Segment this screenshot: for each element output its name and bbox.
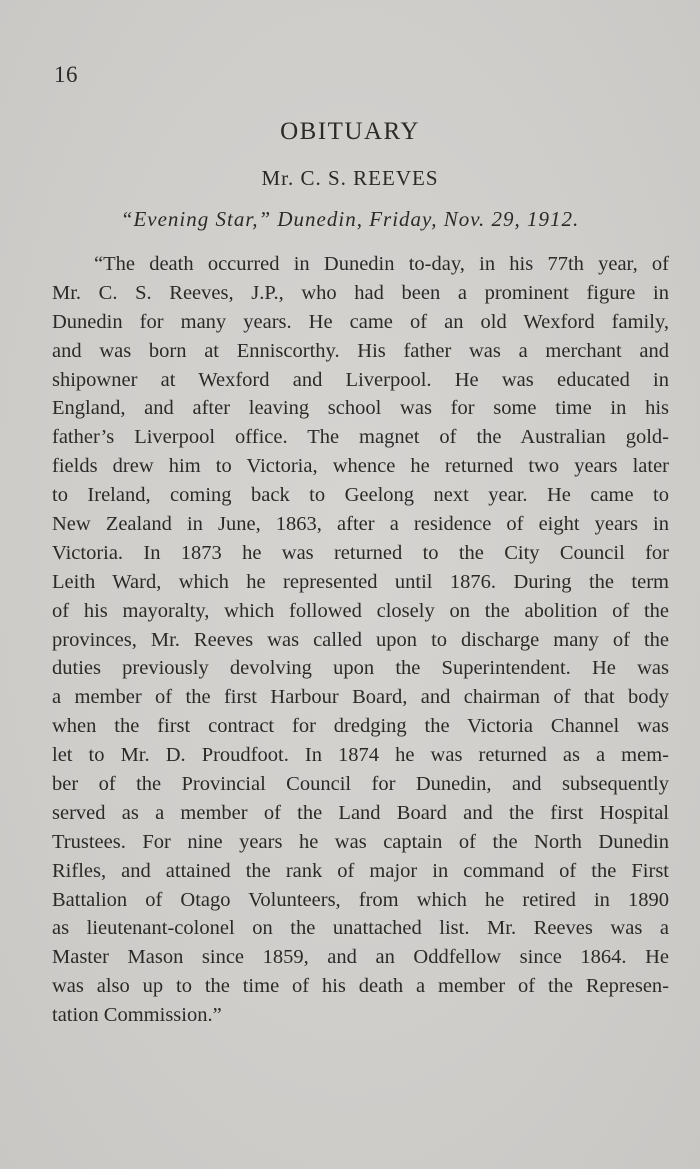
body-line: Dunedin for many years. He came of an old Wexford family,: [52, 310, 669, 333]
body-line: England, and after leaving school was for some time in his: [52, 397, 669, 420]
body-line: provinces, Mr. Reeves was called upon to discharge many of the: [52, 628, 669, 651]
body-line: and was born at Enniscorthy. His father was a merchant and: [52, 339, 669, 362]
body-line: Rifles, and attained the rank of major in command of the First: [52, 859, 669, 882]
body-line: to Ireland, coming back to Geelong next year. He came to: [52, 484, 669, 507]
body-line: Leith Ward, which he represented until 1876. During the term: [52, 570, 669, 593]
body-line: let to Mr. D. Proudfoot. In 1874 he was returned as a mem-: [52, 744, 669, 767]
body-line: of his mayoralty, which followed closely on the abolition of the: [52, 599, 669, 622]
body-line: a member of the first Harbour Board, and chairman of that body: [52, 686, 669, 709]
body-line: shipowner at Wexford and Liverpool. He was educated in: [52, 368, 669, 391]
body-line: Master Mason since 1859, and an Oddfellow since 1864. He: [52, 946, 669, 969]
body-line: was also up to the time of his death a member of the Represen-: [52, 975, 669, 998]
body-line: father’s Liverpool office. The magnet of the Australian gold-: [52, 426, 669, 449]
page-number: 16: [54, 62, 78, 87]
body-line: served as a member of the Land Board and the first Hospital: [52, 801, 669, 824]
body-line: duties previously devolving upon the Superintendent. He was: [52, 657, 669, 680]
newspaper-source: “Evening Star,” Dunedin, Friday, Nov. 29, 1912.: [120, 207, 580, 231]
body-line: “The death occurred in Dunedin to-day, in his 77th year, of: [94, 253, 669, 275]
body-line: Mr. C. S. Reeves, J.P., who had been a prominent figure in: [52, 281, 669, 304]
body-line: tation Commission.”: [52, 1004, 222, 1027]
body-line: as lieutenant-colonel on the unattached list. Mr. Reeves was a: [52, 917, 669, 940]
body-line: Battalion of Otago Volunteers, from which he retired in 1890: [52, 888, 669, 911]
body-line: New Zealand in June, 1863, after a residence of eight years in: [52, 513, 669, 536]
body-line: ber of the Provincial Council for Dunedin, and subsequently: [52, 773, 669, 796]
obituary-body: [52, 250, 669, 1030]
body-line: Victoria. In 1873 he was returned to the City Council for: [52, 541, 669, 564]
body-line: fields drew him to Victoria, whence he returned two years later: [52, 455, 669, 478]
body-line: Trustees. For nine years he was captain of the North Dunedin: [52, 830, 669, 853]
page-title: OBITUARY: [280, 118, 420, 145]
body-line: when the first contract for dredging the Victoria Channel was: [52, 715, 669, 738]
obituary-subject: Mr. C. S. REEVES: [261, 166, 439, 190]
